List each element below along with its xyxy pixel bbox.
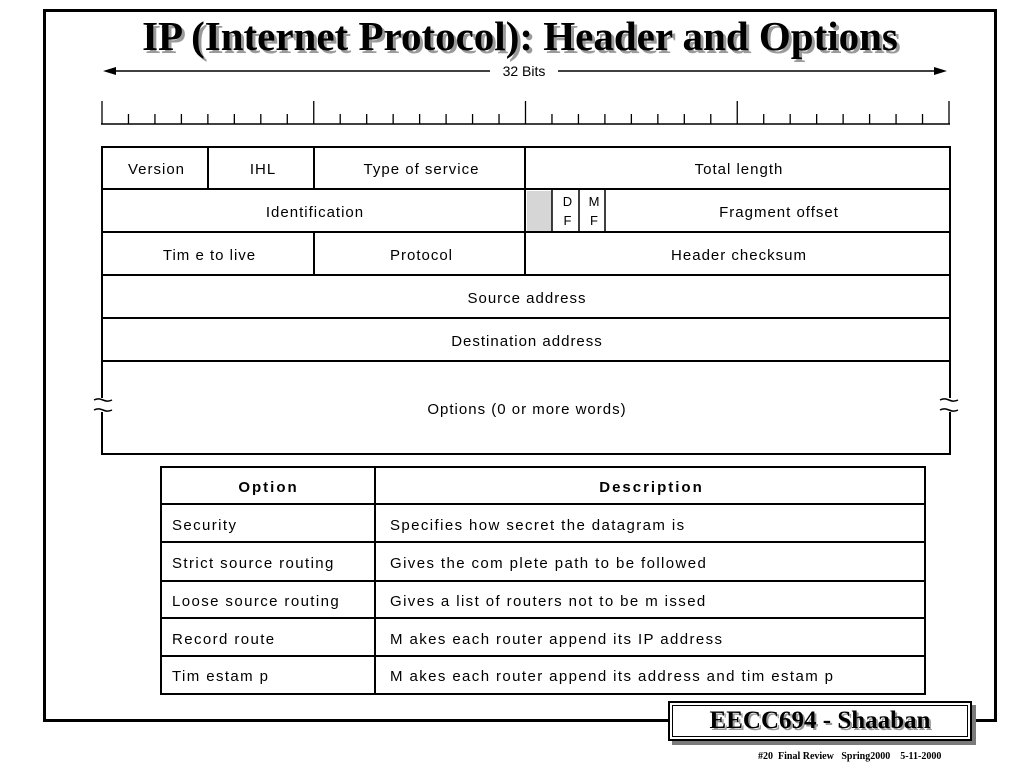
- field-identification: Identification: [265, 204, 365, 221]
- flag-df-bottom: F: [563, 213, 572, 228]
- footer-badge: [668, 701, 972, 741]
- field-destination-address: Destination address: [451, 333, 603, 350]
- footer-note: #20 Final Review Spring2000 5-11-2000: [758, 751, 942, 762]
- footer-badge-label: EECC694 - Shaaban: [672, 705, 968, 737]
- field-protocol: Protocol: [389, 247, 454, 264]
- column-header-option: Option: [238, 478, 299, 496]
- field-header-checksum: Header checksum: [671, 247, 807, 264]
- ruler-label: 32 Bits: [490, 63, 558, 79]
- table-row-option: Loose source routing: [172, 593, 341, 610]
- column-header-description: Description: [599, 478, 704, 496]
- break-mark-left-icon: [88, 392, 118, 422]
- table-row-option: Record route: [172, 630, 276, 648]
- table-row-option: Security: [172, 516, 238, 534]
- ruler-ticks: [102, 101, 949, 124]
- flag-mf-bottom: F: [590, 213, 598, 228]
- break-mark-right-icon: [934, 392, 964, 422]
- ruler-arrow-left-icon: [103, 67, 116, 75]
- field-version: Version: [127, 161, 186, 178]
- field-options: Options (0 or more words): [427, 400, 627, 418]
- field-total-length: Total length: [694, 161, 784, 178]
- table-row-description: Specifies how secret the datagram is: [390, 516, 686, 534]
- table-row-description: Gives the com plete path to be followed: [390, 555, 708, 572]
- field-time-to-live: Tim e to live: [162, 247, 257, 264]
- ip-header-table: [101, 146, 951, 455]
- field-fragment-offset: Fragment offset: [719, 204, 839, 221]
- table-row-option: Tim estam p: [172, 668, 270, 685]
- flag-mf-top: M: [588, 194, 600, 209]
- table-row-description: Gives a list of routers not to be m issed: [390, 593, 707, 610]
- flag-df-top: D: [562, 194, 573, 209]
- table-row-description: M akes each router append its IP address: [390, 630, 724, 648]
- table-row-option: Strict source routing: [172, 555, 335, 572]
- field-source-address: Source address: [467, 290, 587, 307]
- ruler-arrow-right-icon: [934, 67, 947, 75]
- field-type-of-service: Type of service: [363, 161, 480, 178]
- slide-title: IP (Internet Protocol): Header and Options: [142, 13, 898, 59]
- ip-options-table: [160, 466, 926, 695]
- field-ihl: IHL: [249, 161, 277, 178]
- table-row-description: M akes each router append its address and tim estam p: [390, 668, 835, 685]
